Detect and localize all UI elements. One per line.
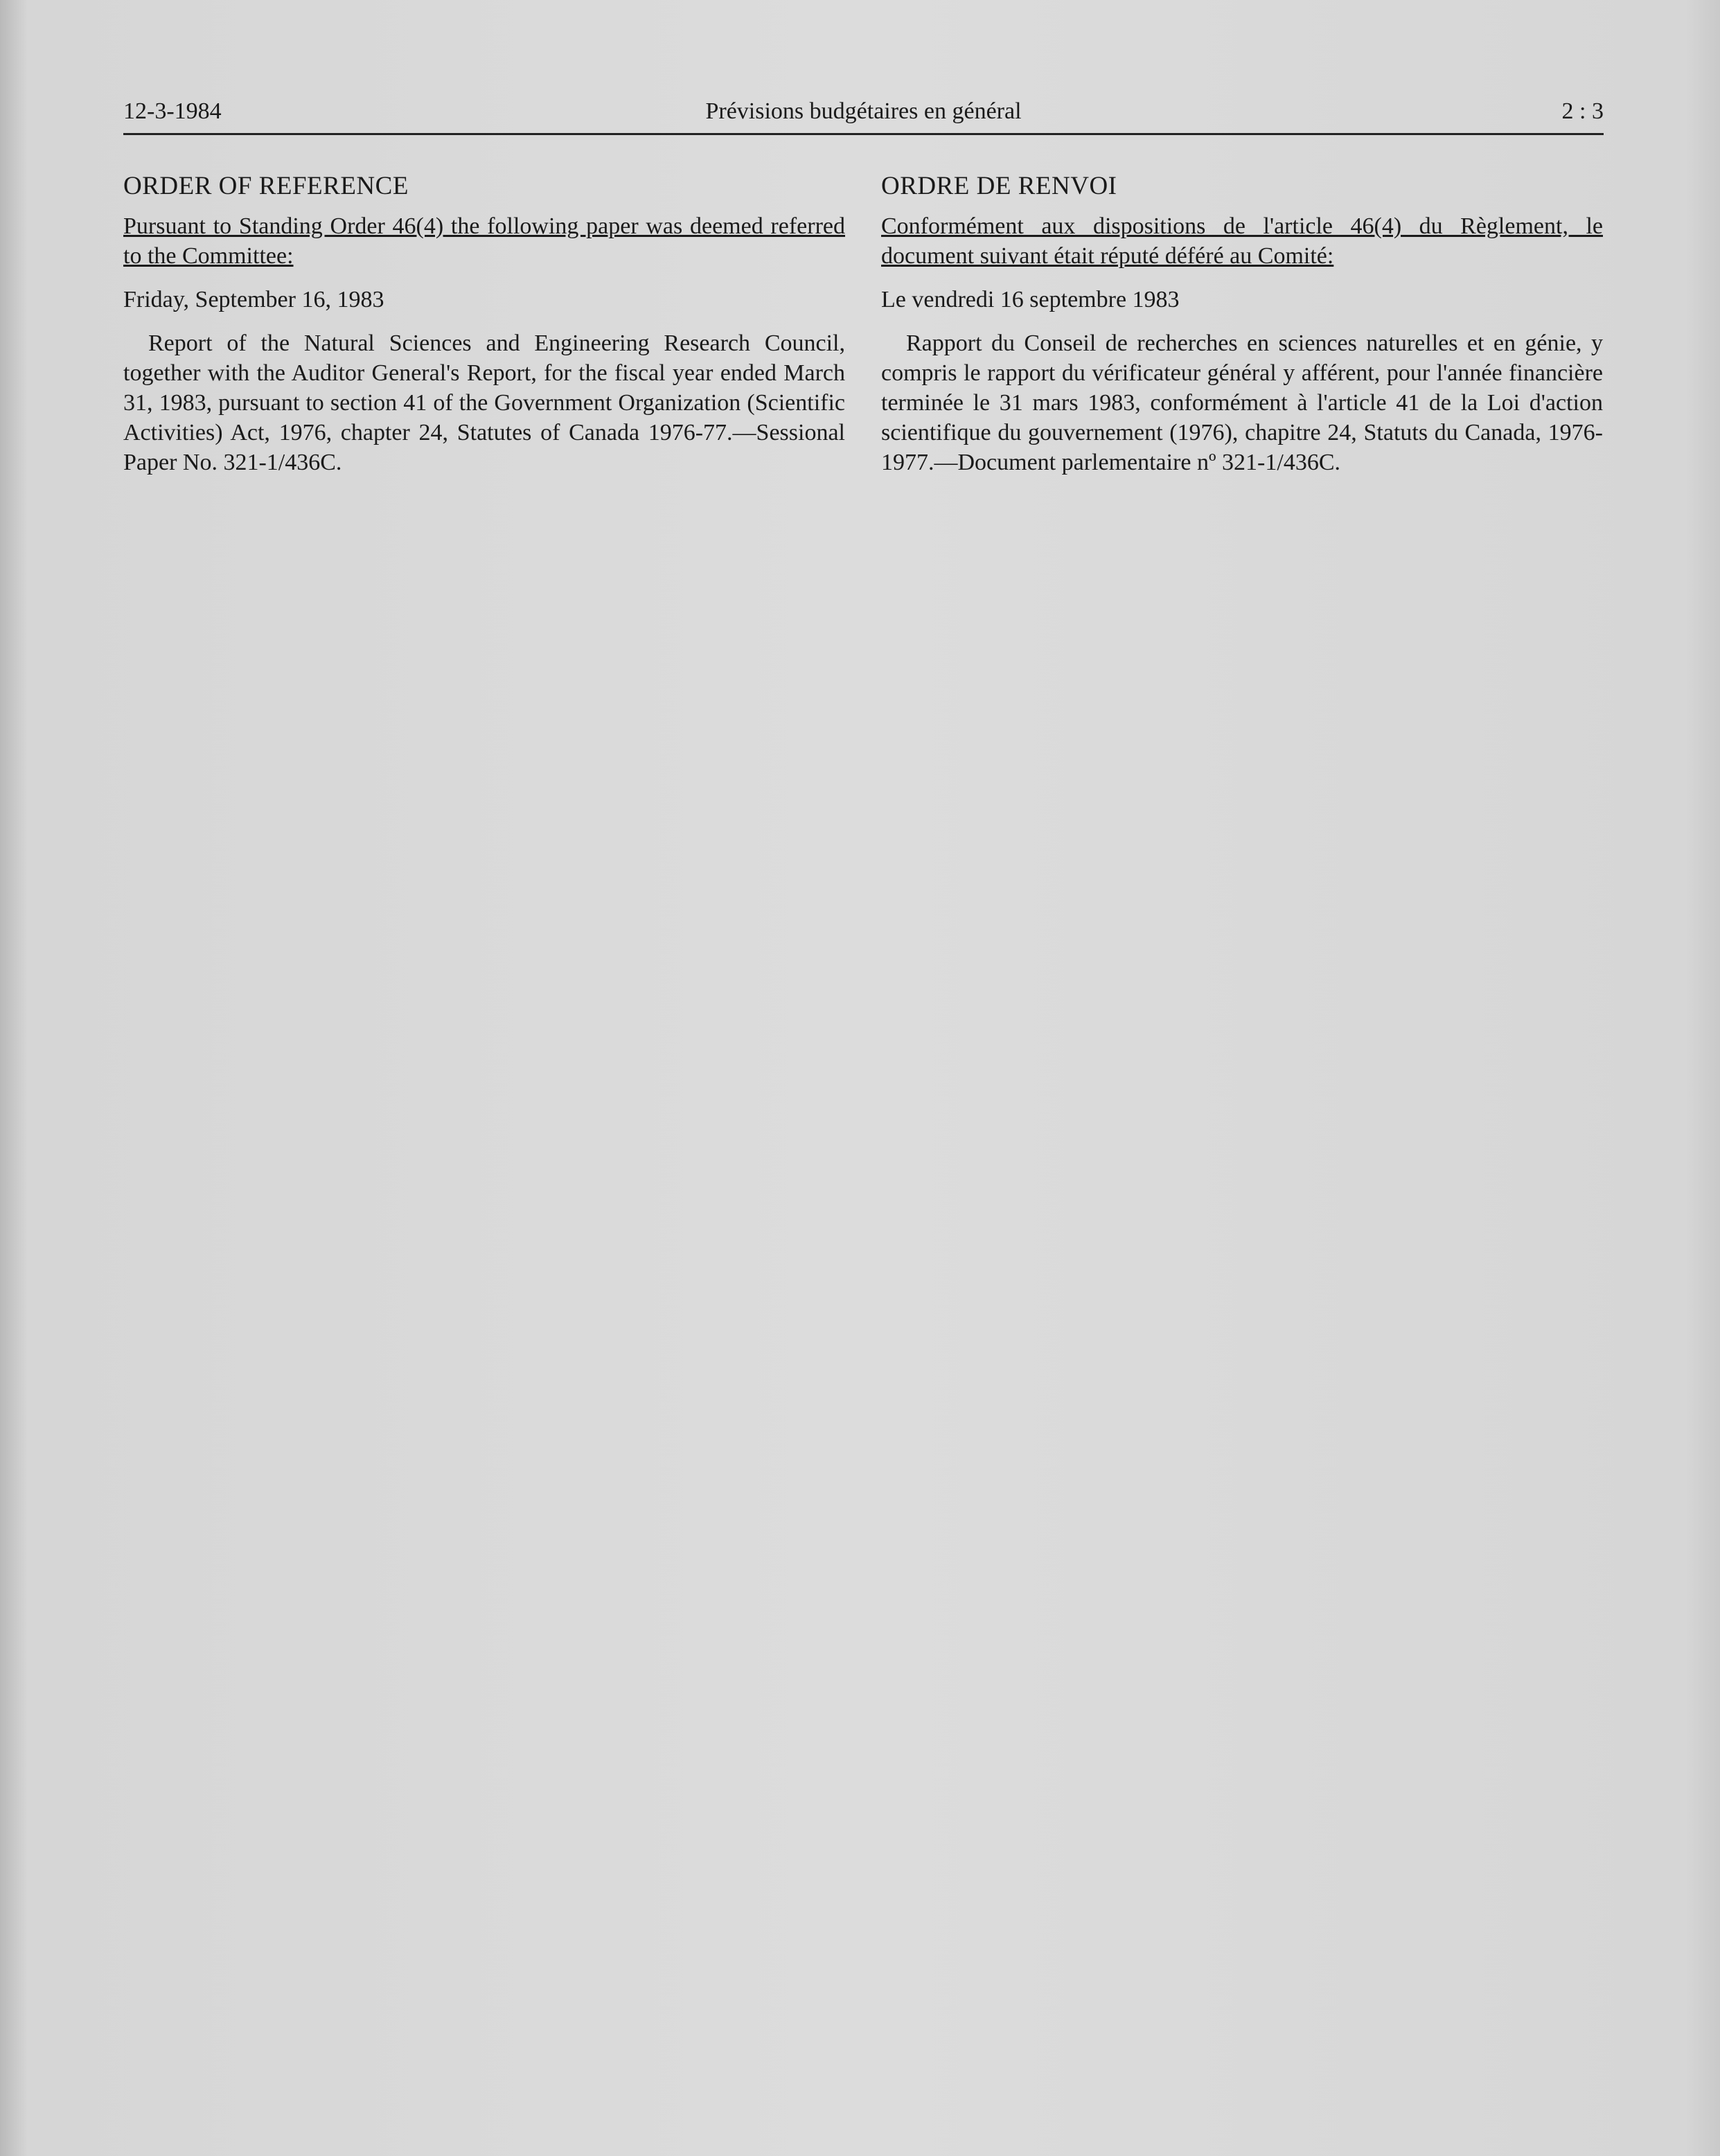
english-column (123, 170, 845, 477)
header-title: Prévisions budgétaires en général (705, 98, 1022, 124)
english-intro: Pursuant to Standing Order 46(4) the following paper was deemed referred to the Committee: (123, 213, 845, 269)
page-header (123, 98, 1604, 135)
header-page-number: 2 : 3 (1561, 98, 1604, 124)
french-column (881, 170, 1603, 477)
header-date: 12-3-1984 (123, 98, 222, 124)
english-date: Friday, September 16, 1983 (123, 287, 384, 312)
french-report: Rapport du Conseil de recherches en sciences naturelles et en génie, y compris le rapport du vérificateur général y afférent, pour l'année financière terminée le 31 mars 1983, conformément à l'article 41 de la Loi d'action scientifique du gouvernement (1976), chapitre 24, Statuts du Canada, 1976-1977.—Document parlementaire nº 321-1/436C. (881, 330, 1603, 475)
french-heading: ORDRE DE RENVOI (881, 172, 1117, 200)
french-intro: Conformément aux dispositions de l'article 46(4) du Règlement, le document suivant était réputé déféré au Comité: (881, 213, 1603, 269)
english-report: Report of the Natural Sciences and Engineering Research Council, together with the Auditor General's Report, for the fiscal year ended March 31, 1983, pursuant to section 41 of the Government Organization (Scientific Activities) Act, 1976, chapter 24, Statutes of Canada 1976-77.—Sessional Paper No. 321-1/436C. (123, 330, 845, 475)
french-date: Le vendredi 16 septembre 1983 (881, 287, 1180, 312)
english-heading: ORDER OF REFERENCE (123, 172, 409, 200)
